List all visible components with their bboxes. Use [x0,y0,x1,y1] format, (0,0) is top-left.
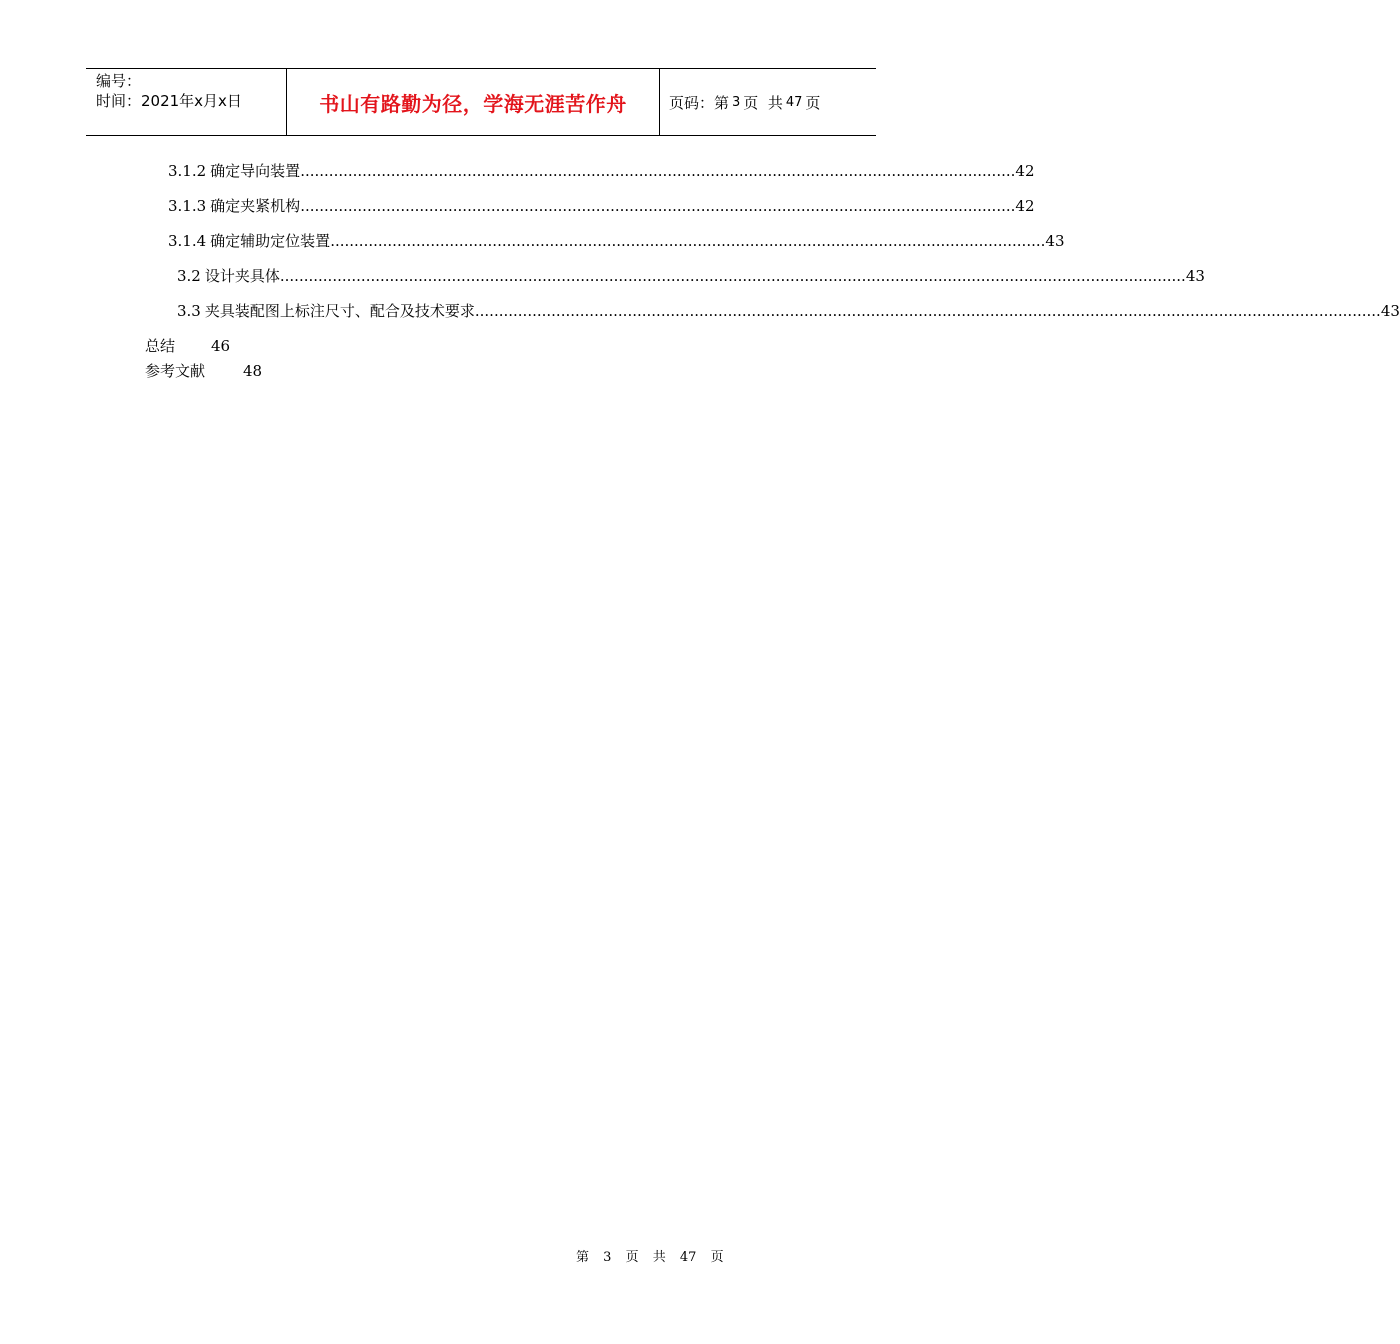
toc-number: 3.1.3 [168,197,207,215]
toc-title: 设计夹具体 [204,267,280,285]
toc-page: 46 [211,337,231,355]
footer-word: 共 [652,1250,666,1265]
page-footer [576,1246,734,1265]
toc-page: 43 [1380,302,1400,320]
header-meta [86,69,287,135]
toc-entry-3-2[interactable] [177,266,1205,286]
toc-number: 3.2 [177,267,201,285]
footer-word: 页 [625,1250,639,1265]
page-prefix: 页码：第 [669,93,730,112]
toc-page: 43 [1045,232,1065,250]
toc-title: 总结 [145,337,176,355]
header-motto: 书山有路勤为径，学海无涯苦作舟 [287,69,660,135]
toc-title: 夹具装配图上标注尺寸、配合及技术要求 [204,302,475,320]
toc-page: 42 [1015,162,1035,180]
toc-number: 3.1.2 [168,162,207,180]
toc-entry-3-1-4[interactable] [168,231,1065,251]
header-page-info [660,69,876,135]
toc-entry-references[interactable] [145,361,285,381]
toc-entry-3-3[interactable] [177,301,1400,321]
toc-entry-3-1-3[interactable] [168,196,1035,216]
page-total: 47 [785,94,803,110]
toc-leader: ...................................................................................................................................................... [330,232,1046,250]
toc-entry-summary[interactable] [145,336,265,356]
document-time: 时间：2021年x月x日 [96,92,242,110]
footer-current-page: 3 [603,1250,612,1265]
toc-leader: ...................................................................................................................................................... [300,197,1016,215]
toc-leader: .............................................................................................................................................................................................. [279,267,1186,285]
toc-leader: ...................................................................................................................................................... [300,162,1016,180]
toc-page: 42 [1015,197,1035,215]
toc-page: 43 [1185,267,1205,285]
page-header [86,68,876,136]
document-id-label: 编号： [96,72,142,90]
page-mid: 页 共 [743,93,783,112]
toc-entry-3-1-2[interactable] [168,161,1035,181]
footer-word: 第 [576,1250,590,1265]
toc-title: 确定辅助定位装置 [210,232,331,250]
toc-page: 48 [243,362,263,380]
toc-title: 确定导向装置 [210,162,301,180]
footer-word: 页 [710,1250,724,1265]
footer-total-pages: 47 [679,1250,697,1265]
page-current: 3 [732,94,741,110]
toc-number: 3.1.4 [168,232,207,250]
page-suffix: 页 [805,93,821,112]
toc-number: 3.3 [177,302,201,320]
toc-title: 确定夹紧机构 [210,197,301,215]
toc-title: 参考文献 [145,362,206,380]
toc-leader: .............................................................................................................................................................................................. [474,302,1381,320]
